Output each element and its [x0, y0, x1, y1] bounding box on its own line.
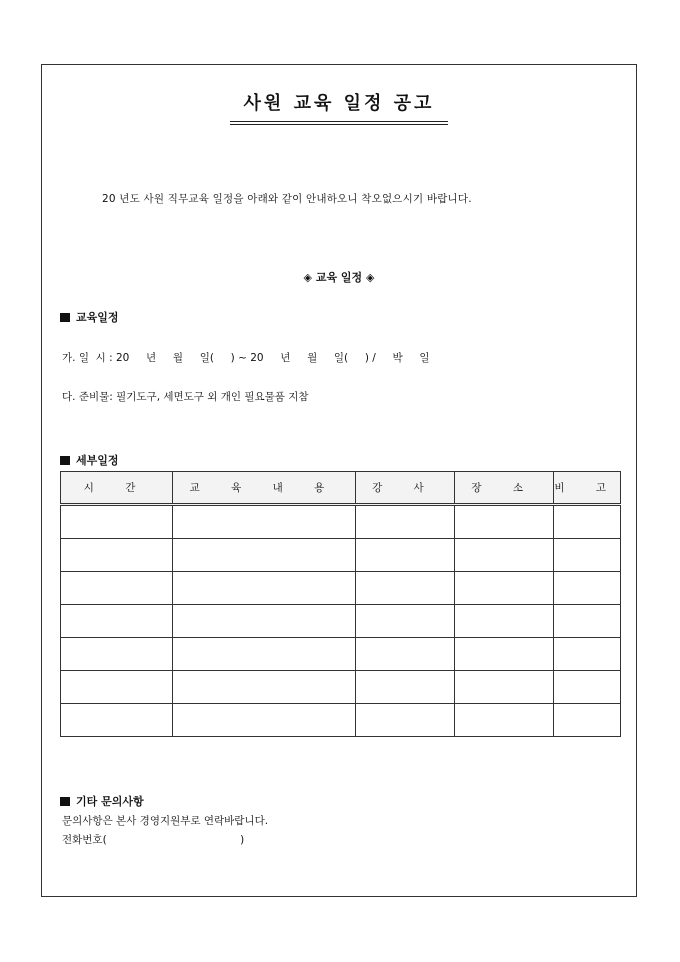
- supplies-line: 다. 준비물: 필기도구, 세면도구 외 개인 필요물품 지참: [62, 391, 309, 403]
- table-cell[interactable]: [455, 539, 554, 572]
- schedule-date-line: 가. 일 시 : 20 년 월 일( ) ~ 20 년 월 일( ) / 박 일: [62, 352, 430, 364]
- table-cell[interactable]: [455, 704, 554, 737]
- table-cell[interactable]: [61, 704, 173, 737]
- table-cell[interactable]: [173, 505, 356, 539]
- section-heading-inquiry: [60, 793, 144, 809]
- table-row: [61, 638, 621, 671]
- table-row: [61, 704, 621, 737]
- table-cell[interactable]: [61, 605, 173, 638]
- table-cell[interactable]: [554, 704, 621, 737]
- table-cell[interactable]: [61, 671, 173, 704]
- table-cell[interactable]: [173, 671, 356, 704]
- table-cell[interactable]: [173, 572, 356, 605]
- column-header-place: 장 소: [455, 472, 554, 505]
- table-row: [61, 505, 621, 539]
- column-header-content: 교 육 내 용: [173, 472, 356, 505]
- table-row: [61, 605, 621, 638]
- table-cell[interactable]: [61, 505, 173, 539]
- title-wrap: [42, 89, 636, 125]
- section-heading-label: 세부일정: [76, 454, 119, 467]
- table-cell[interactable]: [554, 539, 621, 572]
- table-cell[interactable]: [455, 505, 554, 539]
- table-cell[interactable]: [355, 671, 454, 704]
- table-cell[interactable]: [455, 605, 554, 638]
- table-cell[interactable]: [455, 572, 554, 605]
- detail-schedule-table: [60, 471, 621, 737]
- table-row: [61, 572, 621, 605]
- section-heading-label: 교육일정: [76, 311, 119, 324]
- table-cell[interactable]: [455, 638, 554, 671]
- table-cell[interactable]: [61, 572, 173, 605]
- table-cell[interactable]: [61, 638, 173, 671]
- table-cell[interactable]: [173, 638, 356, 671]
- document-page: [41, 64, 637, 897]
- column-header-instructor: 강 사: [355, 472, 454, 505]
- table-cell[interactable]: [61, 539, 173, 572]
- table-cell[interactable]: [554, 638, 621, 671]
- phone-number-line: 전화번호( ): [62, 834, 245, 846]
- square-bullet-icon: [60, 313, 70, 322]
- table-cell[interactable]: [173, 605, 356, 638]
- table-row: [61, 671, 621, 704]
- table-cell[interactable]: [355, 605, 454, 638]
- table-cell[interactable]: [355, 704, 454, 737]
- inquiry-text: 문의사항은 본사 경영지원부로 연락바랍니다.: [62, 815, 269, 827]
- intro-text: 20 년도 사원 직무교육 일정을 아래와 같이 안내하오니 착오없으시기 바랍니다.: [102, 193, 472, 205]
- table-header-row: [61, 472, 621, 505]
- table-cell[interactable]: [355, 505, 454, 539]
- square-bullet-icon: [60, 456, 70, 465]
- table-cell[interactable]: [554, 605, 621, 638]
- table-cell[interactable]: [173, 539, 356, 572]
- table-cell[interactable]: [355, 638, 454, 671]
- column-header-time: 시 간: [61, 472, 173, 505]
- table-cell[interactable]: [554, 505, 621, 539]
- table-cell[interactable]: [355, 572, 454, 605]
- table-cell[interactable]: [355, 539, 454, 572]
- schedule-heading: ◈ 교육 일정 ◈: [303, 271, 375, 284]
- square-bullet-icon: [60, 797, 70, 806]
- column-header-note: 비 고: [554, 472, 621, 505]
- table-cell[interactable]: [455, 671, 554, 704]
- table-cell[interactable]: [554, 572, 621, 605]
- section-heading-detail: [60, 452, 119, 468]
- section-heading-schedule: [60, 309, 119, 325]
- table-row: [61, 539, 621, 572]
- section-heading-label: 기타 문의사항: [76, 795, 144, 808]
- page-title: 사원 교육 일정 공고: [230, 89, 449, 125]
- table-cell[interactable]: [554, 671, 621, 704]
- table-cell[interactable]: [173, 704, 356, 737]
